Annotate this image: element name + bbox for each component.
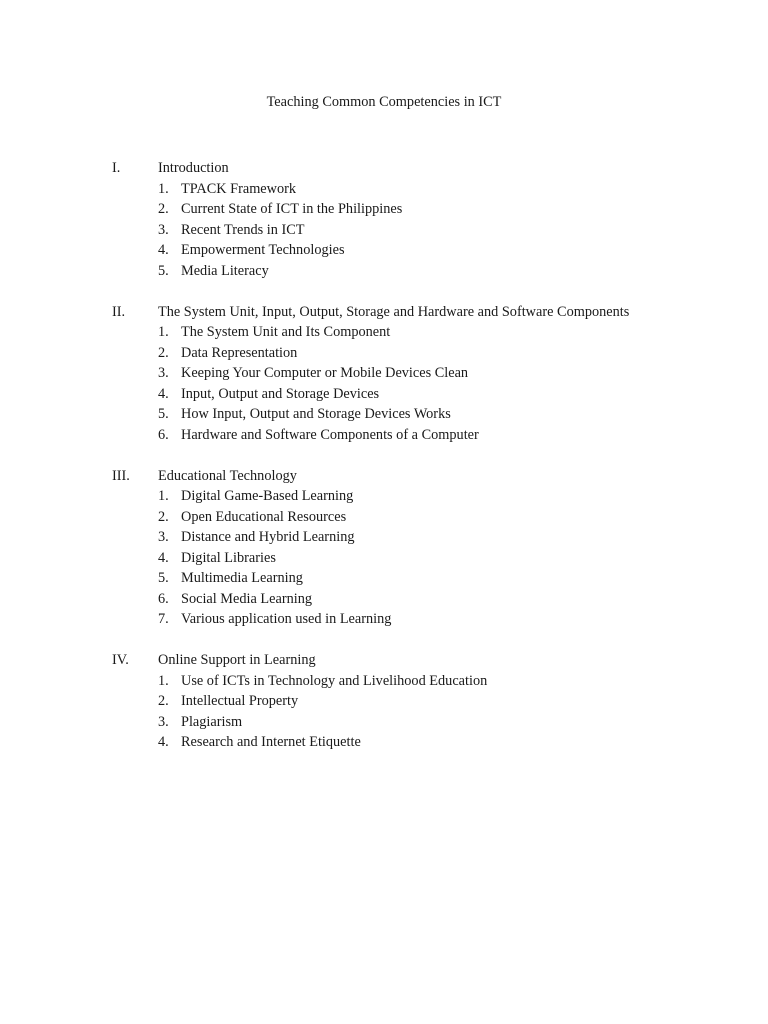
document-title: Teaching Common Competencies in ICT xyxy=(266,94,502,110)
section-items xyxy=(112,671,732,753)
item-number: 4. xyxy=(158,734,169,750)
section-heading xyxy=(112,158,732,179)
section-numeral: II. xyxy=(112,303,126,320)
item-text: How Input, Output and Storage Devices Works xyxy=(181,406,451,422)
section-items xyxy=(112,486,732,630)
item-text: Digital Libraries xyxy=(181,549,276,566)
item-text: Research and Internet Etiquette xyxy=(181,734,361,750)
item-text: Social Media Learning xyxy=(181,590,313,607)
section-heading xyxy=(112,302,732,323)
list-item xyxy=(158,404,732,425)
section-title: Educational Technology xyxy=(158,467,297,484)
list-item xyxy=(158,507,732,528)
list-item xyxy=(158,261,732,282)
list-item xyxy=(158,425,732,446)
section-numeral: I. xyxy=(112,160,121,176)
item-text: Data Representation xyxy=(181,344,298,361)
item-number: 1. xyxy=(158,672,169,689)
item-number: 1. xyxy=(158,488,169,504)
item-text: Input, Output and Storage Devices xyxy=(181,385,380,402)
section-title: Introduction xyxy=(158,160,229,176)
item-text: Hardware and Software Components of a Computer xyxy=(181,426,479,443)
item-number: 5. xyxy=(158,570,169,586)
item-number: 4. xyxy=(158,385,169,402)
item-text: The System Unit and Its Component xyxy=(181,324,391,340)
section-numeral: IV. xyxy=(112,652,129,668)
section-numeral: III. xyxy=(112,467,130,484)
item-text: Various application used in Learning xyxy=(181,611,392,627)
outline-section-4 xyxy=(112,650,732,753)
outline-section-2 xyxy=(112,302,732,446)
outline-section-1 xyxy=(112,158,732,281)
item-number: 4. xyxy=(158,549,169,566)
item-number: 5. xyxy=(158,406,169,422)
list-item xyxy=(158,179,732,200)
item-number: 3. xyxy=(158,713,169,730)
item-text: Intellectual Property xyxy=(181,693,299,709)
list-item xyxy=(158,486,732,507)
list-item xyxy=(158,671,732,692)
item-number: 4. xyxy=(158,242,169,258)
item-number: 6. xyxy=(158,426,169,443)
item-number: 2. xyxy=(158,693,169,709)
item-text: Empowerment Technologies xyxy=(181,242,345,258)
item-text: Current State of ICT in the Philippines xyxy=(181,201,403,217)
item-number: 5. xyxy=(158,262,169,279)
item-text: Keeping Your Computer or Mobile Devices Clean xyxy=(181,365,469,381)
item-text: Multimedia Learning xyxy=(181,570,303,586)
outline-section-3 xyxy=(112,466,732,630)
section-title: Online Support in Learning xyxy=(158,652,316,668)
outline xyxy=(112,158,732,773)
item-text: Recent Trends in ICT xyxy=(181,221,305,238)
item-number: 7. xyxy=(158,611,169,627)
section-title: The System Unit, Input, Output, Storage and Hardware and Software Components xyxy=(158,303,630,320)
item-number: 3. xyxy=(158,529,169,545)
list-item xyxy=(158,220,732,241)
item-number: 2. xyxy=(158,201,169,217)
list-item xyxy=(158,343,732,364)
list-item xyxy=(158,363,732,384)
item-number: 2. xyxy=(158,508,169,525)
list-item xyxy=(158,691,732,712)
item-text: Use of ICTs in Technology and Livelihood Education xyxy=(181,672,488,689)
section-items xyxy=(112,322,732,445)
item-number: 3. xyxy=(158,365,169,381)
list-item xyxy=(158,568,732,589)
list-item xyxy=(158,712,732,733)
item-number: 6. xyxy=(158,590,169,607)
item-text: Plagiarism xyxy=(181,713,243,730)
list-item xyxy=(158,240,732,261)
list-item xyxy=(158,609,732,630)
list-item xyxy=(158,322,732,343)
section-heading xyxy=(112,466,732,487)
section-items xyxy=(112,179,732,282)
list-item xyxy=(158,548,732,569)
item-number: 3. xyxy=(158,221,169,238)
item-text: Open Educational Resources xyxy=(181,508,347,525)
item-text: Distance and Hybrid Learning xyxy=(181,529,355,545)
item-text: Digital Game-Based Learning xyxy=(181,488,354,504)
item-number: 2. xyxy=(158,344,169,361)
item-text: Media Literacy xyxy=(181,262,269,279)
list-item xyxy=(158,527,732,548)
item-number: 1. xyxy=(158,324,169,340)
item-number: 1. xyxy=(158,180,169,197)
list-item xyxy=(158,732,732,753)
item-text: TPACK Framework xyxy=(181,180,297,197)
list-item xyxy=(158,384,732,405)
list-item xyxy=(158,589,732,610)
section-heading xyxy=(112,650,732,671)
list-item xyxy=(158,199,732,220)
